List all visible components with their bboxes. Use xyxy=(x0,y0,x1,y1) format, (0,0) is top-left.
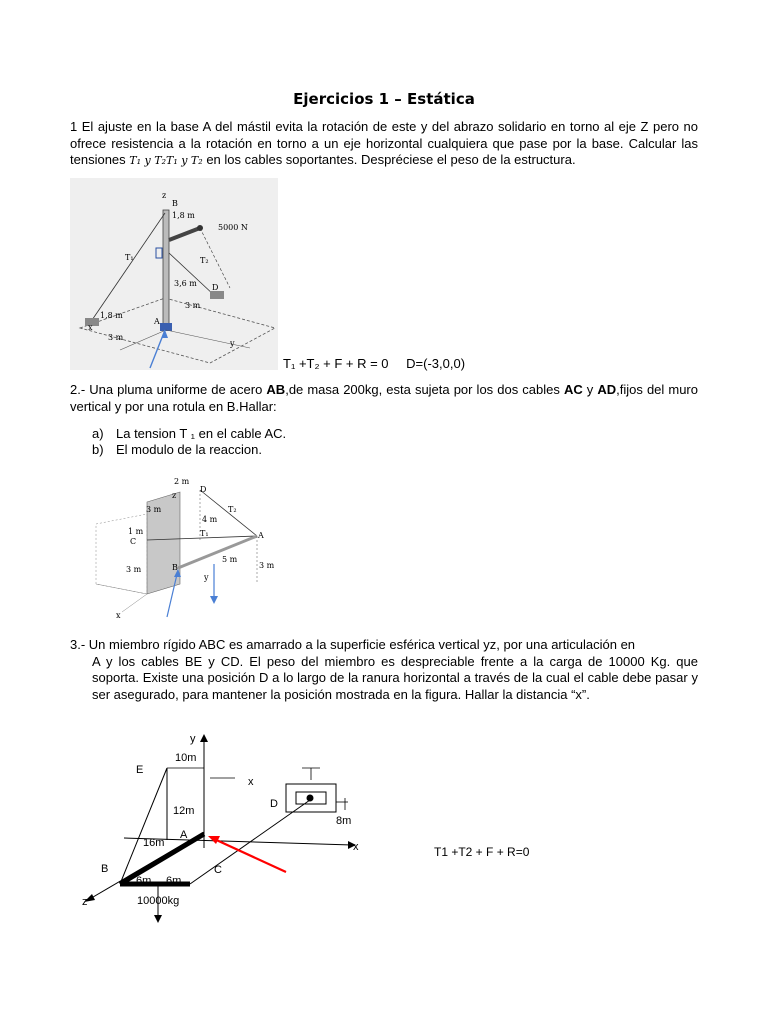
exercise-1-figure xyxy=(70,178,278,370)
fig1-label-36m: 3,6 m xyxy=(174,279,197,288)
fig1-label-a: A xyxy=(154,317,160,326)
ex2-text-c: ,fijos del muro vertical y por una rotula en B.Hallar: xyxy=(70,382,698,414)
fig1-label-3m-b: 3 m xyxy=(108,333,124,342)
fig1-label-d: D xyxy=(212,283,219,292)
ex2-text-b: ,de masa 200kg, esta sujeta por los dos cables xyxy=(285,382,560,397)
fig2-label-5m: 5 m xyxy=(222,555,238,564)
fig3-label-12m: 12m xyxy=(173,805,195,817)
fig1-label-3m-a: 3 m xyxy=(185,301,201,310)
fig2-label-x: x xyxy=(116,611,121,620)
ex1-equation-line xyxy=(283,356,465,371)
ex1-equation: T₁ +T₂ + F + R = 0 xyxy=(283,356,389,371)
fig3-label-6m-b: 6m xyxy=(166,875,182,887)
fig2-label-3m-right: 3 m xyxy=(259,561,275,570)
exercise-3-diagram xyxy=(70,728,370,924)
fig1-label-t1: T₁ xyxy=(125,253,134,262)
ex2-y: y xyxy=(586,382,594,397)
fig3-label-10m: 10m xyxy=(175,752,197,764)
fig3-label-e: E xyxy=(136,764,144,776)
fig1-label-b: B xyxy=(172,199,178,208)
fig2-label-4m: 4 m xyxy=(202,515,218,524)
fig3-label-d: D xyxy=(270,798,278,810)
exercise-3-text: A y los cables BE y CD. El peso del miembro es despreciable frente a la carga de 10000 Kg. que soporta. Existe una posición D a lo largo de la ranura horizontal a través de la cual el cable debe pasar y ser asegurado, para mantener la posición mostrada en la figura. Hallar la distancia “x”. xyxy=(92,653,698,702)
fig2-label-d: D xyxy=(200,485,207,494)
fig2-label-2m: 2 m xyxy=(174,477,190,486)
ex1-point: D=(-3,0,0) xyxy=(406,356,466,371)
page-title: Ejercicios 1 – Estática xyxy=(293,90,475,108)
ex2-ad: AD xyxy=(597,382,617,397)
ex2-text-a: 2.- Una pluma uniforme de acero xyxy=(70,382,263,397)
fig3-label-y: y xyxy=(190,733,196,745)
fig1-label-18m-b: 1,8 m xyxy=(100,311,123,320)
fig2-label-z: z xyxy=(172,491,177,500)
ex2-item-b-marker: b) xyxy=(92,442,104,457)
ex2-item-b xyxy=(92,442,286,458)
exercise-1-text xyxy=(70,119,698,170)
ex1-text-a: 1 El ajuste en la base A del mástil evita la rotación de este y del abrazo solidario en torno al eje Z pero no ofrece resistencia a la rotación en torno a un eje horizontal cualquiera que pase por la base. Calcular las tensiones xyxy=(70,119,698,167)
fig3-label-6m-a: 6m xyxy=(136,875,152,887)
fig3-label-load: 10000kg xyxy=(137,895,180,907)
ex1-tensions: T₁ y T₂T₁ y T₂ xyxy=(129,154,203,167)
fig3-label-a: A xyxy=(180,829,188,841)
fig3-label-x-top: x xyxy=(248,776,254,788)
ex2-item-b-text: El modulo de la reaccion. xyxy=(116,442,262,457)
fig2-label-t1: T₁ xyxy=(200,529,209,538)
fig2-label-b: B xyxy=(172,563,178,572)
fig3-label-c: C xyxy=(214,864,222,876)
fig1-label-t2: T₂ xyxy=(200,256,209,265)
fig2-label-1m: 1 m xyxy=(128,527,144,536)
ex2-item-a-text: La tension T ₁ en el cable AC. xyxy=(116,426,287,441)
ex2-item-a-marker: a) xyxy=(92,426,104,441)
fig2-label-a: A xyxy=(258,531,264,540)
fig3-label-b: B xyxy=(101,863,109,875)
ex2-item-a xyxy=(92,426,286,442)
exercise-2-figure xyxy=(92,472,288,622)
fig2-label-3m-top: 3 m xyxy=(146,505,162,514)
fig2-label-c: C xyxy=(130,537,137,546)
fig2-label-y: y xyxy=(204,573,209,582)
fig1-label-18m: 1,8 m xyxy=(172,211,195,220)
ex2-ac: AC xyxy=(563,382,583,397)
fig2-label-t2: T₂ xyxy=(228,505,237,514)
fig1-label-z: z xyxy=(162,191,167,200)
fig2-label-3m-left: 3 m xyxy=(126,565,142,574)
fig1-label-x: x xyxy=(88,323,93,332)
fig3-label-8m: 8m xyxy=(336,815,352,827)
fig3-label-z: z xyxy=(82,896,88,908)
exercise-3-line1: 3.- Un miembro rígido ABC es amarrado a la superficie esférica vertical yz, por una articulación en xyxy=(70,637,636,652)
exercise-2-text xyxy=(70,382,698,415)
ex2-ab: AB xyxy=(266,382,286,397)
ex2-item-list xyxy=(92,426,286,458)
fig3-label-16m: 16m xyxy=(143,837,165,849)
fig1-label-force: 5000 N xyxy=(218,223,248,232)
ex1-text-b: en los cables soportantes. Despréciese el peso de la estructura. xyxy=(206,152,576,167)
fig3-label-x: x xyxy=(353,841,359,853)
fig1-label-y: y xyxy=(230,339,235,348)
ex3-equation: T1 +T2 + F + R=0 xyxy=(434,845,530,859)
